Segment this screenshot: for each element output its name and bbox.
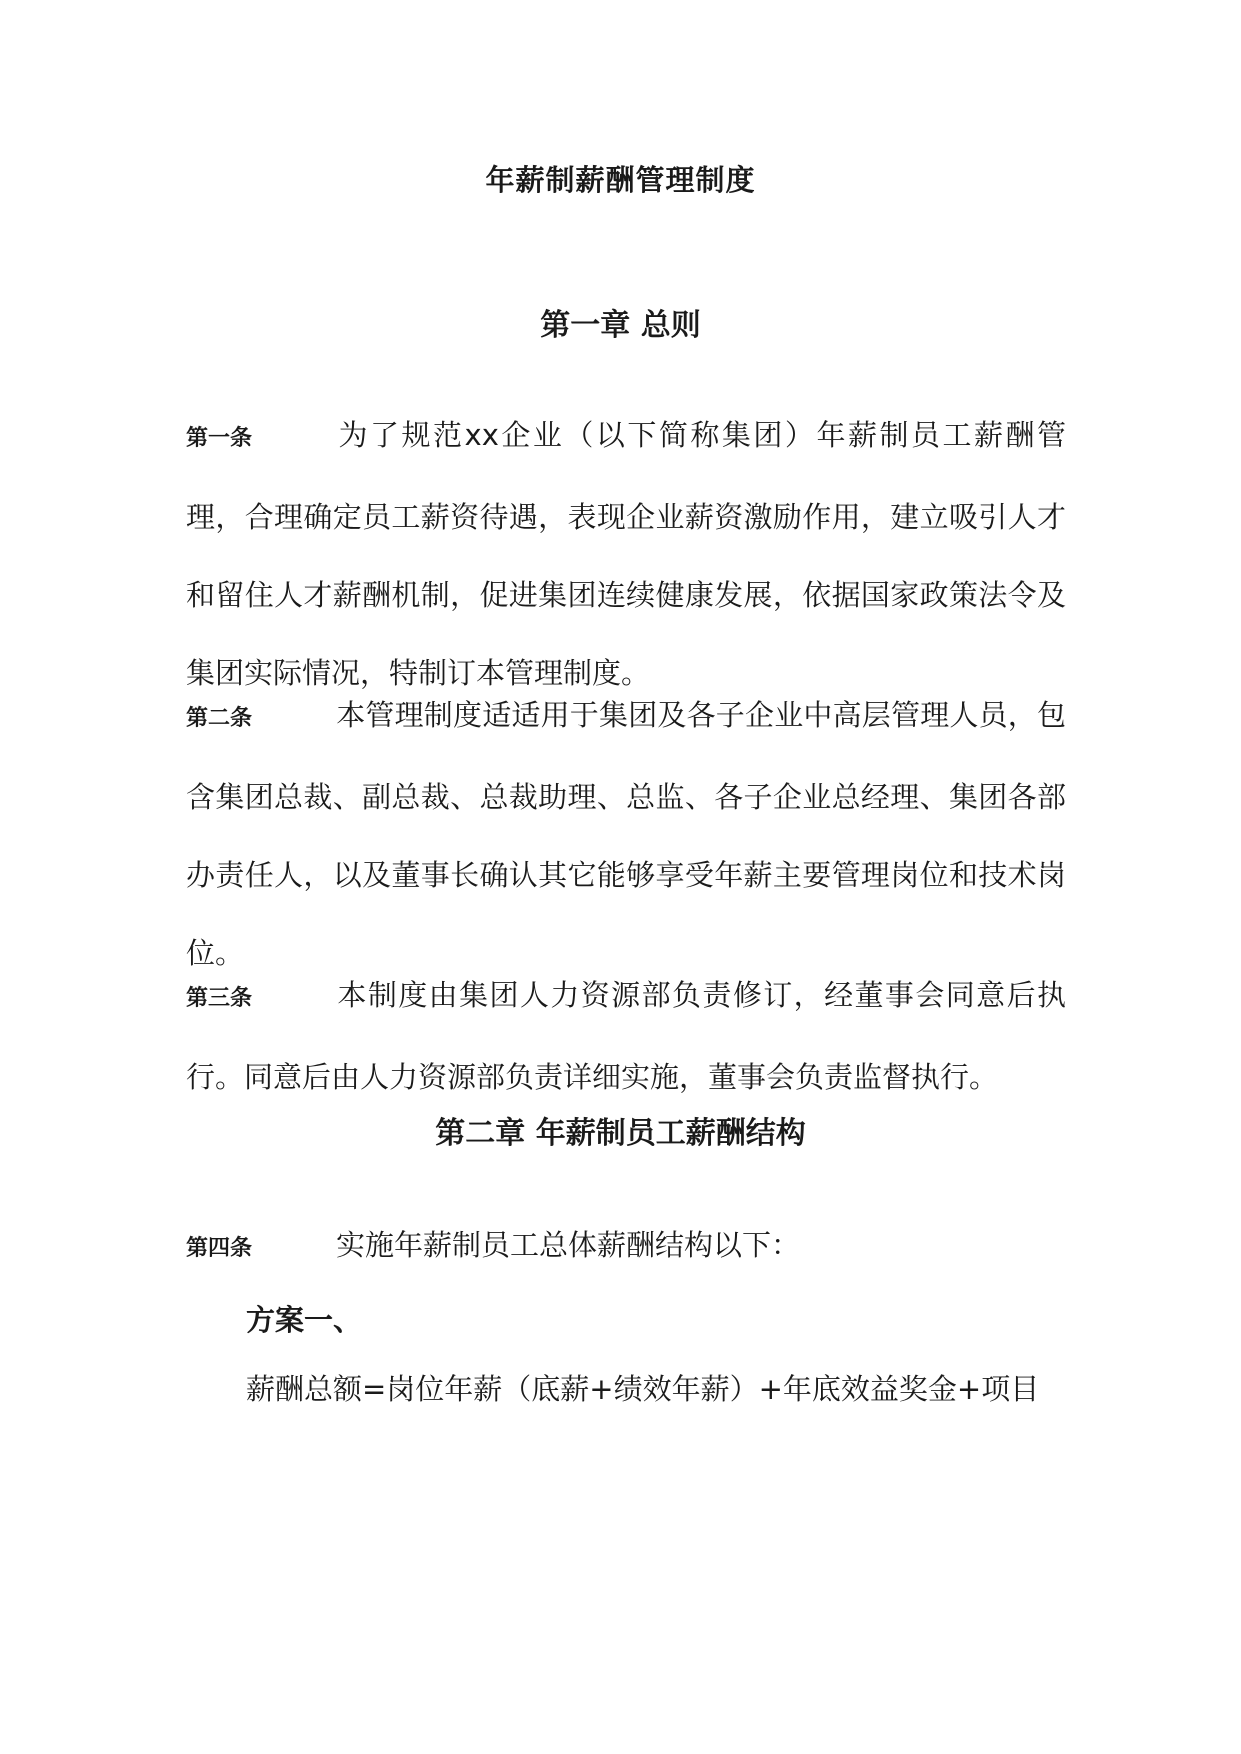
- plan-1-title: 方案一、: [246, 1303, 363, 1337]
- article-1-text: 为了规范xx企业（以下简称集团）年薪制员工薪酬管理，合理确定员工薪资待遇，表现企业薪资激励作用，建立吸引人才和留住人才薪酬机制，促进集团连续健康发展，依据国家政策法令及集团实际情况，特制订本管理制度。: [186, 418, 1066, 690]
- article-1-label: 第一条: [186, 426, 253, 451]
- plan-1-formula: 薪酬总额=岗位年薪（底薪+绩效年薪）+年底效益奖金+项目: [246, 1372, 1040, 1406]
- article-2-text: 本管理制度适适用于集团及各子企业中高层管理人员，包含集团总裁、副总裁、总裁助理、总监、各子企业总经理、集团各部办责任人，以及董事长确认其它能够享受年薪主要管理岗位和技术岗位。: [186, 698, 1066, 970]
- document-title: 年薪制薪酬管理制度: [485, 163, 756, 197]
- article-4-label: 第四条: [186, 1236, 253, 1261]
- article-1: [186, 396, 1066, 712]
- article-3-text: 本制度由集团人力资源部负责修订，经董事会同意后执行。同意后由人力资源部负责详细实施，董事会负责监督执行。: [186, 978, 1066, 1094]
- article-3-label: 第三条: [186, 986, 253, 1011]
- article-3: [186, 956, 1066, 1116]
- article-2: [186, 676, 1066, 992]
- article-2-label: 第二条: [186, 706, 253, 731]
- article-4: [186, 1206, 1066, 1288]
- chapter-1-title: 第一章 总则: [540, 308, 701, 343]
- chapter-2-title: 第二章 年薪制员工薪酬结构: [435, 1116, 806, 1151]
- article-4-text: 实施年薪制员工总体薪酬结构以下：: [336, 1228, 801, 1262]
